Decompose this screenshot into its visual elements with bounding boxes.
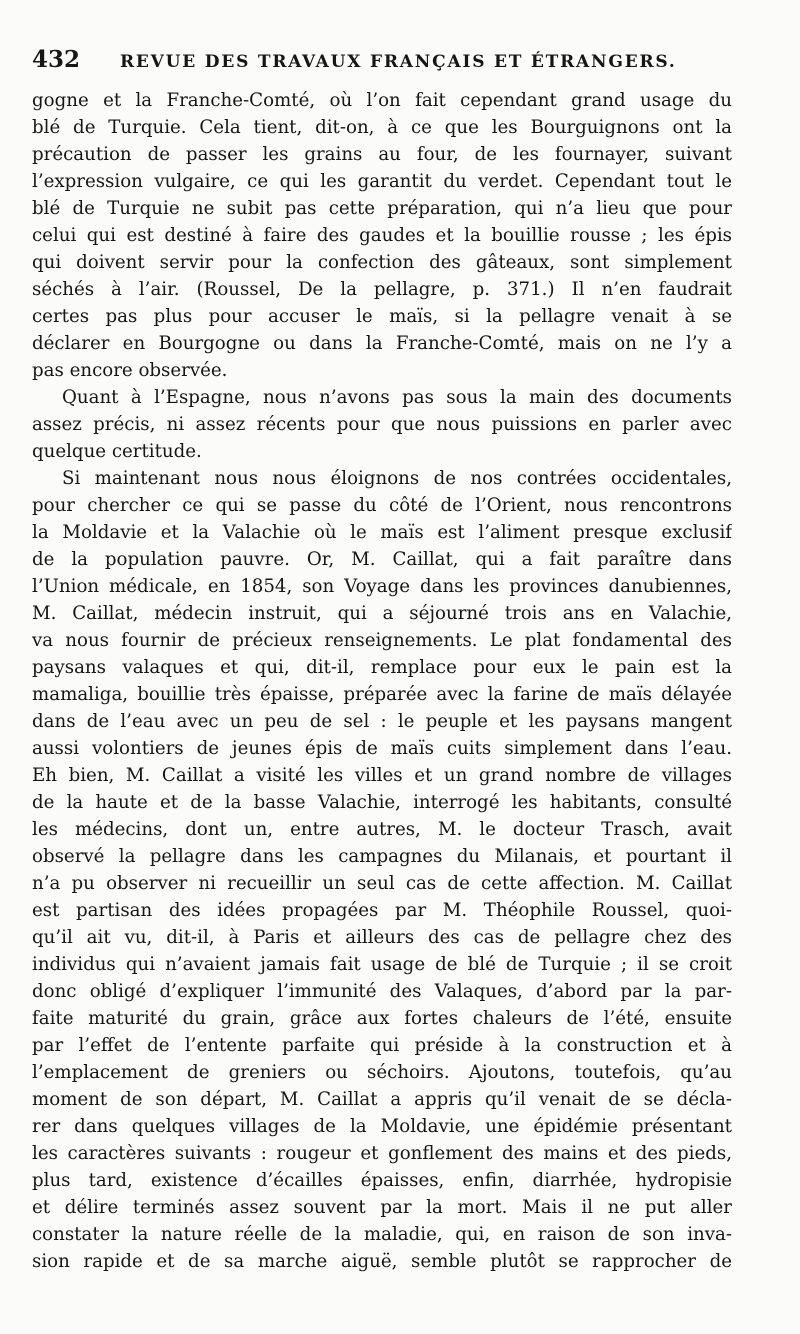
text-line: séchés à l’air. (Roussel, De la pellagre, p. 371.) Il n’en faudrait bbox=[32, 279, 732, 300]
text-line: n’a pu observer ni recueillir un seul cas de cette affection. M. Caillat bbox=[32, 873, 732, 894]
text-line: de la population pauvre. Or, M. Caillat, qui a fait paraître dans bbox=[32, 549, 732, 570]
text-line: déclarer en Bourgogne ou dans la Franche-Comté, mais on ne l’y a bbox=[32, 333, 732, 354]
text-line: individus qui n’avaient jamais fait usage de blé de Turquie ; il se croit bbox=[32, 954, 732, 975]
text-line: est partisan des idées propagées par M. Théophile Roussel, quoi- bbox=[32, 900, 732, 921]
text-line: l’expression vulgaire, ce qui les garantit du verdet. Cependant tout le bbox=[32, 171, 732, 192]
text-line: plus tard, existence d’écailles épaisses, enfin, diarrhée, hydropisie bbox=[32, 1170, 732, 1191]
text-line: sion rapide et de sa marche aiguë, semble plutôt se rapprocher de bbox=[32, 1251, 732, 1272]
text-line: pour chercher ce qui se passe du côté de l’Orient, nous rencontrons bbox=[32, 495, 732, 516]
text-line: blé de Turquie ne subit pas cette préparation, qui n’a lieu que pour bbox=[32, 198, 732, 219]
text-line: observé la pellagre dans les campagnes du Milanais, et pourtant il bbox=[32, 846, 732, 867]
text-line: assez précis, ni assez récents pour que nous puissions en parler avec bbox=[32, 414, 732, 435]
text-line: par l’effet de l’entente parfaite qui préside à la construction et à bbox=[32, 1035, 732, 1056]
body-text bbox=[32, 87, 732, 1275]
page-header bbox=[32, 42, 732, 78]
text-line: constater la nature réelle de la maladie, qui, en raison de son inva- bbox=[32, 1224, 732, 1245]
page-number: 432 bbox=[32, 46, 81, 73]
text-line: dans de l’eau avec un peu de sel : le peuple et les paysans mangent bbox=[32, 711, 732, 732]
text-line: moment de son départ, M. Caillat a appris qu’il venait de se décla- bbox=[32, 1089, 732, 1110]
text-line: paysans valaques et qui, dit-il, remplace pour eux le pain est la bbox=[32, 657, 732, 678]
text-line: les caractères suivants : rougeur et gonflement des mains et des pieds, bbox=[32, 1143, 732, 1164]
text-line: celui qui est destiné à faire des gaudes et la bouillie rousse ; les épis bbox=[32, 225, 732, 246]
text-line: aussi volontiers de jeunes épis de maïs cuits simplement dans l’eau. bbox=[32, 738, 732, 759]
text-line: précaution de passer les grains au four, de les fournayer, suivant bbox=[32, 144, 732, 165]
text-line: qui doivent servir pour la confection des gâteaux, sont simplement bbox=[32, 252, 732, 273]
text-line: l’Union médicale, en 1854, son Voyage dans les provinces danubiennes, bbox=[32, 576, 732, 597]
text-line: de la haute et de la basse Valachie, interrogé les habitants, consulté bbox=[32, 792, 732, 813]
paragraph-first-line: Quant à l’Espagne, nous n’avons pas sous la main des documents bbox=[62, 387, 732, 408]
text-line: M. Caillat, médecin instruit, qui a séjourné trois ans en Valachie, bbox=[32, 603, 732, 624]
text-line: qu’il ait vu, dit-il, à Paris et ailleurs des cas de pellagre chez des bbox=[32, 927, 732, 948]
text-line: l’emplacement de greniers ou séchoirs. Ajoutons, toutefois, qu’au bbox=[32, 1062, 732, 1083]
text-line: gogne et la Franche-Comté, où l’on fait cependant grand usage du bbox=[32, 90, 732, 111]
text-line: rer dans quelques villages de la Moldavie, une épidémie présentant bbox=[32, 1116, 732, 1137]
text-line: va nous fournir de précieux renseignements. Le plat fondamental des bbox=[32, 630, 732, 651]
paragraph-last-line: pas encore observée. bbox=[32, 360, 228, 381]
text-line: certes pas plus pour accuser le maïs, si la pellagre venait à se bbox=[32, 306, 732, 327]
paragraph-first-line: Si maintenant nous nous éloignons de nos contrées occidentales, bbox=[62, 468, 732, 489]
text-line: Eh bien, M. Caillat a visité les villes et un grand nombre de villages bbox=[32, 765, 732, 786]
text-line: et délire terminés assez souvent par la mort. Mais il ne put aller bbox=[32, 1197, 732, 1218]
text-line: faite maturité du grain, grâce aux fortes chaleurs de l’été, ensuite bbox=[32, 1008, 732, 1029]
text-line: mamaliga, bouillie très épaisse, préparée avec la farine de maïs délayée bbox=[32, 684, 732, 705]
text-line: donc obligé d’expliquer l’immunité des Valaques, d’abord par la par- bbox=[32, 981, 732, 1002]
running-head: REVUE DES TRAVAUX FRANÇAIS ET ÉTRANGERS. bbox=[120, 52, 677, 72]
paragraph-last-line: quelque certitude. bbox=[32, 441, 202, 462]
text-line: les médecins, dont un, entre autres, M. le docteur Trasch, avait bbox=[32, 819, 732, 840]
text-line: la Moldavie et la Valachie où le maïs est l’aliment presque exclusif bbox=[32, 522, 732, 543]
text-line: blé de Turquie. Cela tient, dit-on, à ce que les Bourguignons ont la bbox=[32, 117, 732, 138]
